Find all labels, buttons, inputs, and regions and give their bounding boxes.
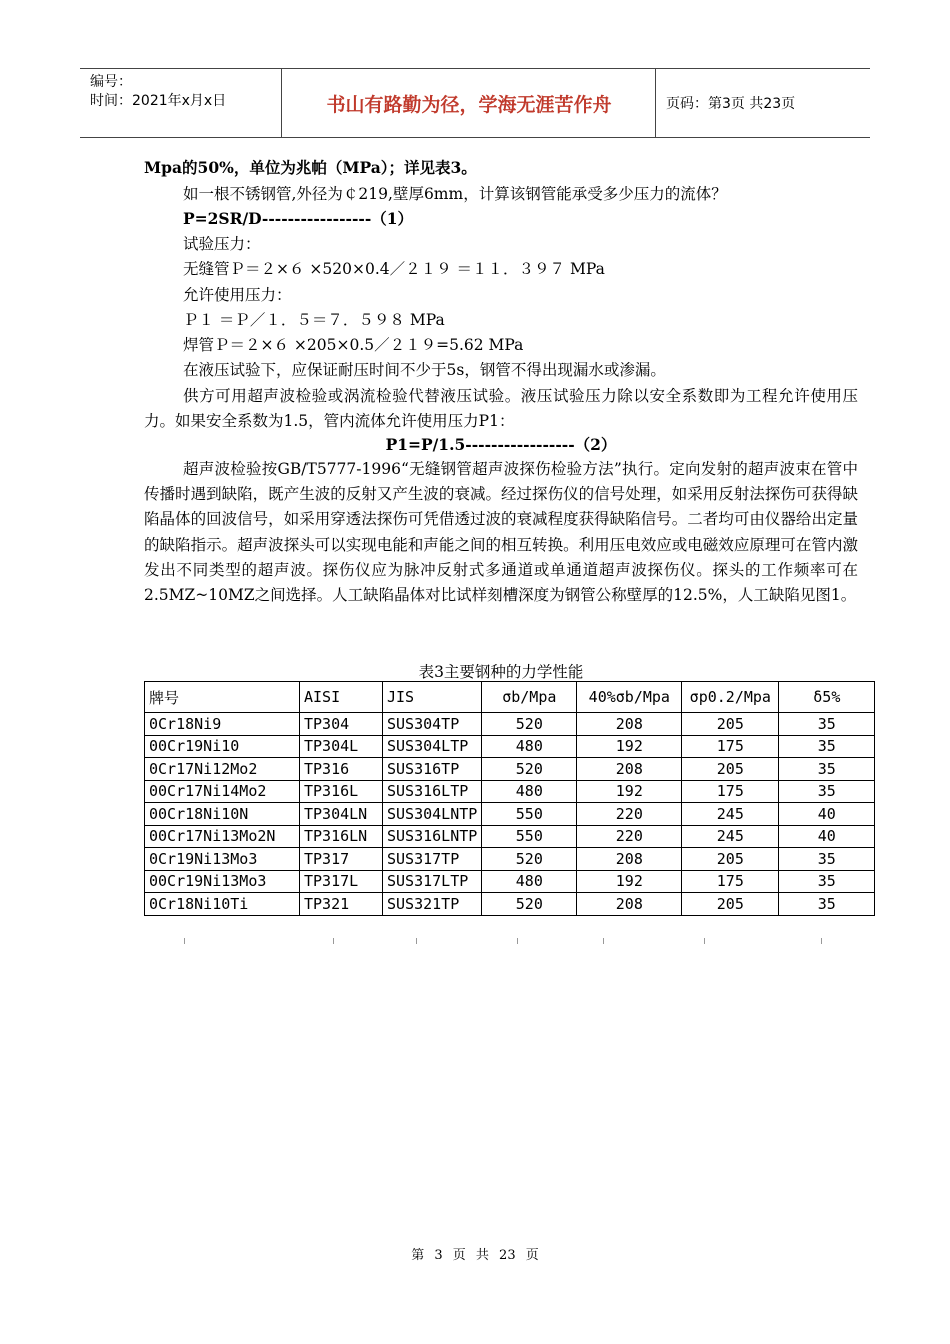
table-cell: 520 — [482, 758, 577, 781]
table-cell: 0Cr18Ni9 — [145, 713, 300, 736]
table-cell: 0Cr19Ni13Mo3 — [145, 848, 300, 871]
table-cell: TP316L — [300, 780, 383, 803]
table-cell: 245 — [682, 803, 779, 826]
table-cell: 35 — [779, 758, 875, 781]
table-cell: SUS316LTP — [383, 780, 482, 803]
date-label: 时间：2021年x月x日 — [90, 93, 227, 109]
col-header: AISI — [300, 682, 383, 713]
table-cell: SUS304LTP — [383, 735, 482, 758]
text-line-1: Mpa的50%，单位为兆帕（MPa）；详见表3。 — [144, 158, 477, 177]
table-cell: 480 — [482, 780, 577, 803]
table-tick — [184, 938, 185, 944]
steel-properties-table — [144, 681, 875, 916]
table-cell: 40 — [779, 825, 875, 848]
table-cell: TP316 — [300, 758, 383, 781]
col-header: σp0.2/Mpa — [682, 682, 779, 713]
col-header: δ5% — [779, 682, 875, 713]
table-cell: TP304LN — [300, 803, 383, 826]
table-cell: 208 — [577, 758, 682, 781]
table-cell: SUS317LTP — [383, 870, 482, 893]
table-cell: 220 — [577, 825, 682, 848]
table-cell: 00Cr17Ni14Mo2 — [145, 780, 300, 803]
table-cell: SUS321TP — [383, 893, 482, 916]
table-cell: 35 — [779, 848, 875, 871]
page-header — [80, 68, 870, 138]
table-cell: 205 — [682, 848, 779, 871]
col-header: 40%σb/Mpa — [577, 682, 682, 713]
table-cell: 00Cr19Ni13Mo3 — [145, 870, 300, 893]
table-tick — [704, 938, 705, 944]
table-row — [145, 713, 875, 736]
table-cell: 192 — [577, 735, 682, 758]
table-cell: 208 — [577, 848, 682, 871]
table-cell: 175 — [682, 735, 779, 758]
text-line-7: Ｐ１ ＝Ｐ／１．５＝７．５９８ MPa — [183, 311, 445, 329]
table-cell: 40 — [779, 803, 875, 826]
header-page-info: 页码：第3页 共23页 — [666, 96, 796, 112]
table-row — [145, 735, 875, 758]
col-header: JIS — [383, 682, 482, 713]
table-cell: 208 — [577, 713, 682, 736]
text-line-8: 焊管Ｐ＝２×６ ×205×0.5／２１９=5.62 MPa — [183, 336, 524, 354]
table-cell: TP304L — [300, 735, 383, 758]
text-line-6: 允许使用压力： — [183, 286, 292, 304]
table-tick — [333, 938, 334, 944]
formula-2: P1=P/1.5-----------------（2） — [385, 435, 617, 454]
table-cell: 220 — [577, 803, 682, 826]
table-row — [145, 848, 875, 871]
table-cell: 520 — [482, 713, 577, 736]
table-cell: 35 — [779, 713, 875, 736]
table-row — [145, 758, 875, 781]
table-cell: TP317L — [300, 870, 383, 893]
table-cell: 480 — [482, 735, 577, 758]
text-line-5: 无缝管Ｐ＝２×６ ×520×0.4／２１９ ＝１１．３９７ MPa — [183, 260, 605, 278]
table-cell: TP321 — [300, 893, 383, 916]
table-cell: 00Cr17Ni13Mo2N — [145, 825, 300, 848]
table-cell: 35 — [779, 780, 875, 803]
table-cell: 205 — [682, 713, 779, 736]
text-line-9: 在液压试验下，应保证耐压时间不少于5s，钢管不得出现漏水或渗漏。 — [183, 361, 666, 379]
table-cell: TP317 — [300, 848, 383, 871]
table-cell: 208 — [577, 893, 682, 916]
table-cell: TP316LN — [300, 825, 383, 848]
table-cell: 00Cr19Ni10 — [145, 735, 300, 758]
page-footer: 第 3 页 共 23 页 — [411, 1248, 539, 1263]
table-body — [145, 713, 875, 916]
table-cell: 175 — [682, 780, 779, 803]
table-caption: 表3主要钢种的力学性能 — [418, 663, 584, 681]
table-cell: 550 — [482, 825, 577, 848]
formula-1: P=2SR/D-----------------（1） — [183, 209, 414, 228]
text-line-4: 试验压力： — [183, 235, 261, 253]
table-cell: 0Cr18Ni10Ti — [145, 893, 300, 916]
table-cell: TP304 — [300, 713, 383, 736]
table-cell: 245 — [682, 825, 779, 848]
table-cell: 192 — [577, 780, 682, 803]
table-cell: SUS317TP — [383, 848, 482, 871]
col-header: σb/Mpa — [482, 682, 577, 713]
table-row — [145, 870, 875, 893]
table-cell: 205 — [682, 893, 779, 916]
table-cell: 35 — [779, 893, 875, 916]
text-line-2: 如一根不锈钢管,外径为￠219,壁厚6mm，计算该钢管能承受多少压力的流体？ — [183, 185, 727, 203]
table-cell: 35 — [779, 735, 875, 758]
table-tick — [603, 938, 604, 944]
table-row — [145, 803, 875, 826]
table-cell: 550 — [482, 803, 577, 826]
table-cell: 175 — [682, 870, 779, 893]
number-label: 编号： — [90, 74, 132, 90]
table-cell: 520 — [482, 848, 577, 871]
table-tick — [517, 938, 518, 944]
table-row — [145, 893, 875, 916]
paragraph-1: 供方可用超声波检验或涡流检验代替液压试验。液压试验压力除以安全系数即为工程允许使用压力。如果安全系数为1.5，管内流体允许使用压力P1： — [144, 387, 858, 431]
table-row — [145, 825, 875, 848]
header-meta — [80, 69, 282, 137]
table-cell: 0Cr17Ni12Mo2 — [145, 758, 300, 781]
table-tick — [416, 938, 417, 944]
table-cell: 480 — [482, 870, 577, 893]
table-header-row — [145, 682, 875, 713]
table-cell: 00Cr18Ni10N — [145, 803, 300, 826]
table-tick — [821, 938, 822, 944]
table-cell: SUS304LNTP — [383, 803, 482, 826]
col-header: 牌号 — [145, 682, 300, 713]
table-cell: 205 — [682, 758, 779, 781]
table-cell: 520 — [482, 893, 577, 916]
table-row — [145, 780, 875, 803]
table-cell: 35 — [779, 870, 875, 893]
table-cell: 192 — [577, 870, 682, 893]
header-motto: 书山有路勤为径，学海无涯苦作舟 — [283, 69, 656, 137]
table-cell: SUS304TP — [383, 713, 482, 736]
table-cell: SUS316TP — [383, 758, 482, 781]
table-cell: SUS316LNTP — [383, 825, 482, 848]
paragraph-2: 超声波检验按GB/T5777-1996“无缝钢管超声波探伤检验方法”执行。定向发射的超声波束在管中传播时遇到缺陷，既产生波的反射又产生波的衰减。经过探伤仪的信号处理，如采用反射法探伤可获得缺陷晶体的回波信号，如采用穿透法探伤可凭借透过波的衰减程度获得缺陷信号。二者均可由仪器给出定量的缺陷指示。超声波探头可以实现电能和声能之间的相互转换。利用压电效应或电磁效应原理可在管内激发出不同类型的超声波。探伤仪应为脉冲反射式多通道或单通道超声波探伤仪。探头的工作频率可在2.5MZ~10MZ之间选择。人工缺陷晶体对比试样刻槽深度为钢管公称壁厚的12.5%，人工缺陷见图1。 — [144, 460, 858, 605]
